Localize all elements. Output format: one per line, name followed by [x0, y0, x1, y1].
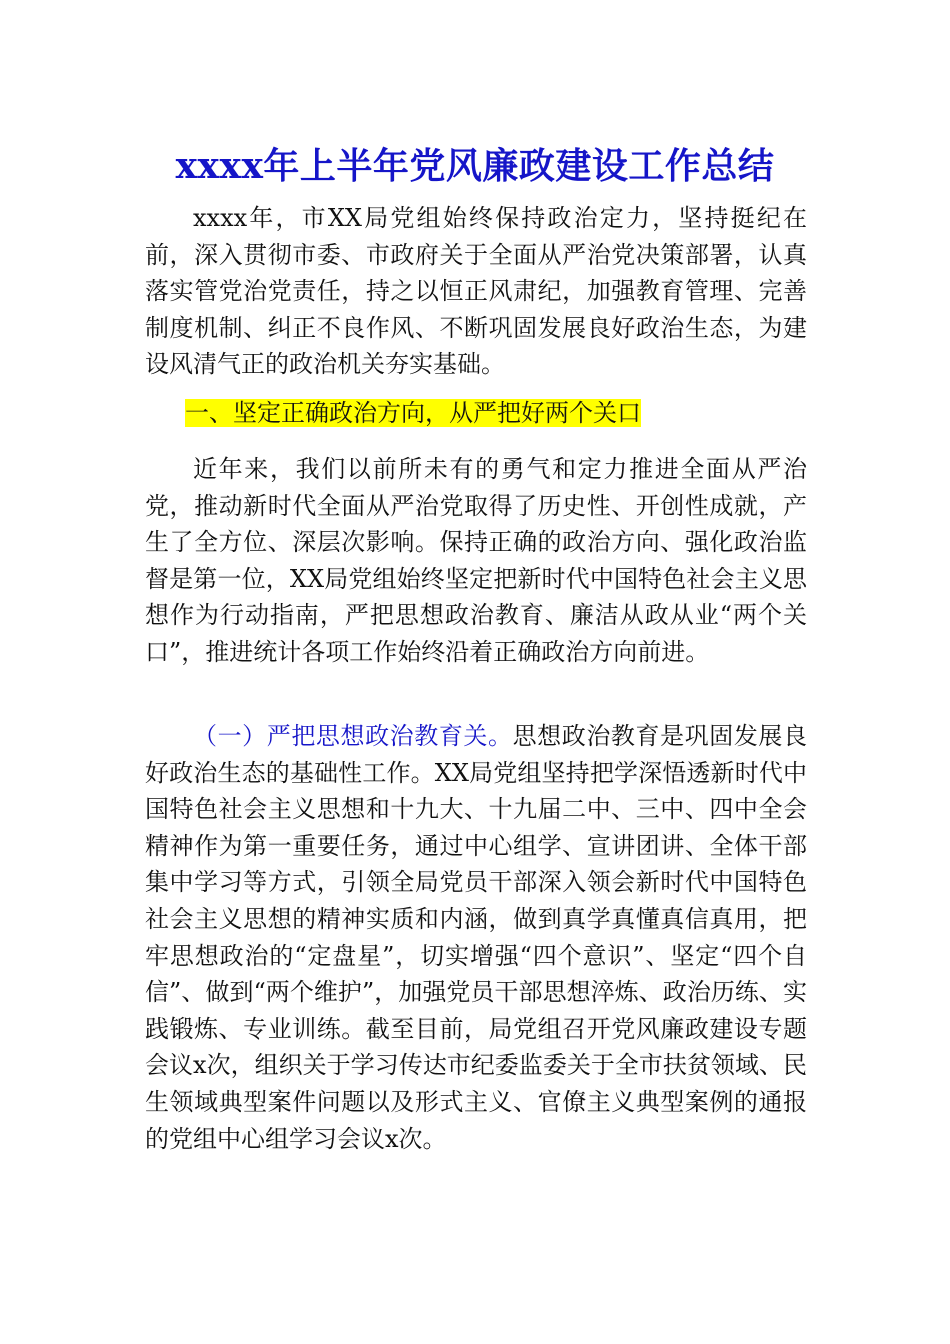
- section-heading-container: [185, 395, 807, 431]
- document-title: xxxx年上半年党风廉政建设工作总结: [175, 145, 775, 187]
- subsection-1-title: （一）严把思想政治教育关。: [193, 722, 513, 750]
- subsection-1-body: 思想政治教育是巩固发展良好政治生态的基础性工作。XX局党组坚持把学深悟透新时代中国特色社会主义思想和十九大、十九届二中、三中、四中全会精神作为第一重要任务，通过中心组学、宣讲团讲、全体干部集中学习等方式，引领全局党员干部深入领会新时代中国特色社会主义思想的精神实质和内涵，做到真学真懂真信真用，把牢思想政治的“定盘星”，切实增强“四个意识”、坚定“四个自信”、做到“两个维护”，加强党员干部思想淬炼、政治历练、实践锻炼、专业训练。截至目前，局党组召开党风廉政建设专题会议x次，组织关于学习传达市纪委监委关于全市扶贫领域、民生领域典型案件问题以及形式主义、官僚主义典型案例的通报的党组中心组学习会议x次。: [145, 722, 808, 1153]
- intro-paragraph: xxxx年，市XX局党组始终保持政治定力，坚持挺纪在前，深入贯彻市委、市政府关于全面从严治党决策部署，认真落实管党治党责任，持之以恒正风肃纪，加强教育管理、完善制度机制、纠正不良作风、不断巩固发展良好政治生态，为建设风清气正的政治机关夯实基础。: [145, 204, 807, 379]
- section-1-paragraph: 近年来，我们以前所未有的勇气和定力推进全面从严治党，推动新时代全面从严治党取得了历史性、开创性成就，产生了全方位、深层次影响。保持正确的政治方向、强化政治监督是第一位，XX局党组始终坚定把新时代中国特色社会主义思想作为行动指南，严把思想政治教育、廉洁从政从业“两个关口”，推进统计各项工作始终沿着正确政治方向前进。: [145, 455, 807, 666]
- section-heading-1: 一、坚定正确政治方向，从严把好两个关口: [185, 399, 641, 427]
- subsection-1-paragraph: [145, 718, 807, 1157]
